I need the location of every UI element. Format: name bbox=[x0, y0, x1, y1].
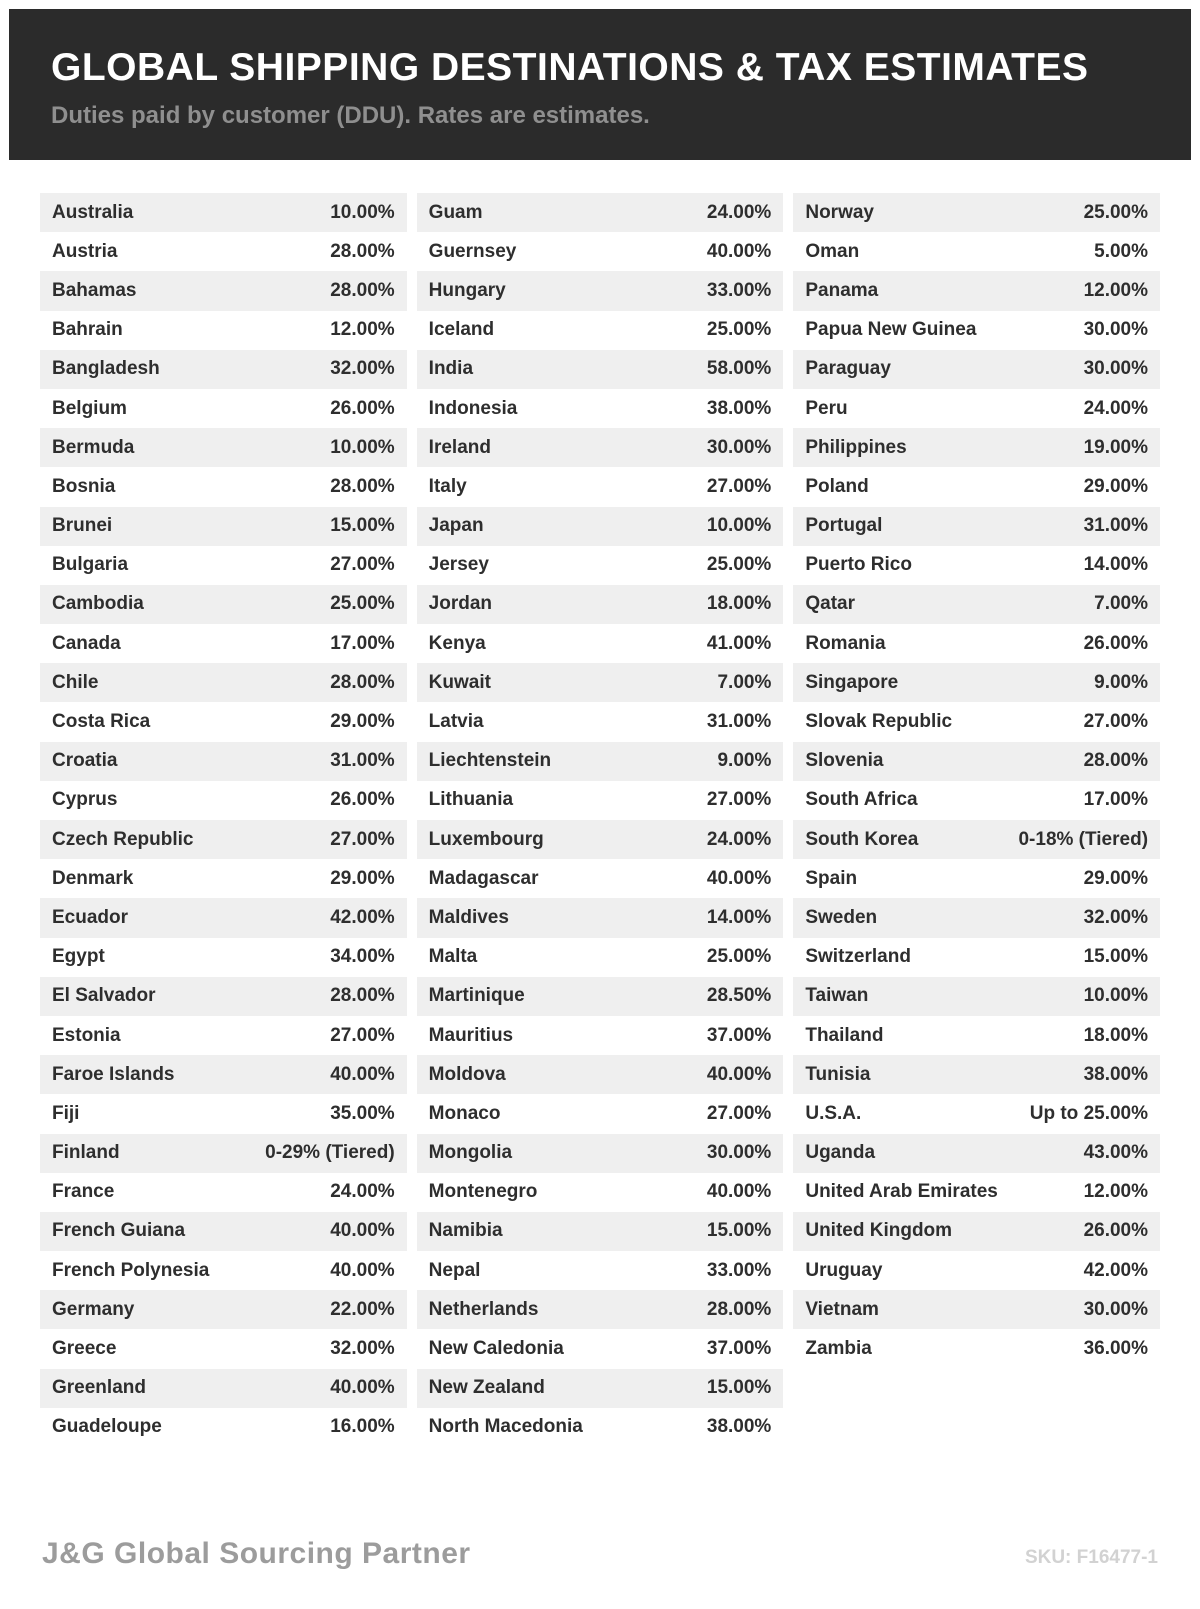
table-row bbox=[417, 1016, 784, 1055]
country-name: French Guiana bbox=[52, 1220, 186, 1242]
tax-rate: 10.00% bbox=[706, 515, 772, 537]
country-name: Namibia bbox=[428, 1220, 503, 1242]
country-name: Egypt bbox=[52, 946, 105, 968]
table-row bbox=[793, 193, 1160, 232]
tax-rate: 36.00% bbox=[1083, 1338, 1149, 1360]
tax-rate: 22.00% bbox=[330, 1298, 395, 1320]
country-name: Madagascar bbox=[428, 867, 539, 889]
country-name: Slovenia bbox=[805, 750, 884, 772]
table-row bbox=[40, 350, 407, 389]
country-name: Kenya bbox=[428, 632, 486, 654]
country-name: Guernsey bbox=[428, 240, 517, 262]
table-row bbox=[417, 271, 784, 310]
table-row bbox=[40, 311, 407, 350]
tax-rate: 10.00% bbox=[330, 436, 395, 458]
tax-rate: 31.00% bbox=[330, 750, 395, 772]
tax-rate: 38.00% bbox=[706, 1416, 772, 1438]
table-row bbox=[40, 702, 407, 741]
country-name: Kuwait bbox=[428, 671, 491, 693]
tax-rate: 33.00% bbox=[706, 1259, 772, 1281]
country-name: Iceland bbox=[428, 319, 495, 341]
country-name: Ecuador bbox=[52, 906, 129, 928]
table-row bbox=[793, 585, 1160, 624]
tax-rate: 7.00% bbox=[717, 671, 772, 693]
tax-rate: 29.00% bbox=[330, 711, 395, 733]
tax-rate: 26.00% bbox=[1083, 632, 1149, 654]
table-row bbox=[417, 350, 784, 389]
table-row bbox=[793, 232, 1160, 271]
country-name: Portugal bbox=[805, 515, 883, 537]
country-name: Estonia bbox=[52, 1024, 121, 1046]
tax-rate: 35.00% bbox=[330, 1102, 395, 1124]
sku-label: SKU: F16477-1 bbox=[1024, 1547, 1158, 1568]
tax-rate: 9.00% bbox=[1094, 671, 1149, 693]
tax-rate: 15.00% bbox=[330, 515, 395, 537]
table-row bbox=[40, 232, 407, 271]
table-row bbox=[793, 1329, 1160, 1368]
table-row bbox=[793, 898, 1160, 937]
tax-rate: 27.00% bbox=[330, 554, 395, 576]
table-row bbox=[40, 1290, 407, 1329]
table-row bbox=[793, 938, 1160, 977]
tax-rate: 27.00% bbox=[330, 1024, 395, 1046]
tax-rate: 33.00% bbox=[706, 279, 772, 301]
tax-rate: 29.00% bbox=[1083, 475, 1149, 497]
table-row bbox=[40, 1055, 407, 1094]
tax-rate: 18.00% bbox=[706, 593, 772, 615]
tax-rate: 27.00% bbox=[1083, 711, 1149, 733]
country-name: Mongolia bbox=[428, 1142, 513, 1164]
table-row bbox=[40, 977, 407, 1016]
tax-rate: 7.00% bbox=[1094, 593, 1149, 615]
tax-rate: 38.00% bbox=[706, 397, 772, 419]
country-name: El Salvador bbox=[52, 985, 156, 1007]
country-name: Cambodia bbox=[52, 593, 144, 615]
country-name: Norway bbox=[805, 201, 874, 223]
tax-rate: 12.00% bbox=[1083, 279, 1149, 301]
country-name: Sweden bbox=[805, 906, 878, 928]
tax-rate: 0-29% (Tiered) bbox=[265, 1142, 395, 1164]
brand-text: J&G Global Sourcing Partner bbox=[42, 1537, 471, 1570]
country-name: Netherlands bbox=[428, 1298, 539, 1320]
tax-rate: 28.00% bbox=[330, 279, 395, 301]
country-name: Monaco bbox=[428, 1102, 501, 1124]
tax-rate: 14.00% bbox=[1083, 554, 1149, 576]
table-row bbox=[40, 859, 407, 898]
country-name: Peru bbox=[805, 397, 848, 419]
rates-table bbox=[0, 193, 1200, 1447]
tax-rate: 15.00% bbox=[706, 1377, 772, 1399]
table-row bbox=[40, 1212, 407, 1251]
table-row bbox=[793, 507, 1160, 546]
country-name: Belgium bbox=[52, 397, 127, 419]
country-name: South Africa bbox=[805, 789, 918, 811]
tax-rate: 37.00% bbox=[706, 1338, 772, 1360]
table-row bbox=[417, 663, 784, 702]
tax-rate: 12.00% bbox=[330, 319, 395, 341]
tax-rate: 40.00% bbox=[706, 1181, 772, 1203]
table-row bbox=[40, 1094, 407, 1133]
country-name: Germany bbox=[52, 1298, 135, 1320]
tax-rate: 15.00% bbox=[1083, 946, 1149, 968]
country-name: Jersey bbox=[428, 554, 489, 576]
table-row bbox=[793, 467, 1160, 506]
table-row bbox=[417, 1369, 784, 1408]
table-row bbox=[40, 271, 407, 310]
tax-rate: 16.00% bbox=[330, 1416, 395, 1438]
tax-rate: 29.00% bbox=[1083, 867, 1149, 889]
tax-rate: 43.00% bbox=[1083, 1142, 1149, 1164]
tax-rate: 28.00% bbox=[330, 475, 395, 497]
country-name: Vietnam bbox=[805, 1298, 879, 1320]
country-name: Switzerland bbox=[805, 946, 911, 968]
tax-rate: 28.00% bbox=[706, 1298, 772, 1320]
header bbox=[9, 9, 1191, 160]
country-name: Tunisia bbox=[805, 1063, 871, 1085]
country-name: South Korea bbox=[805, 828, 919, 850]
table-row bbox=[793, 781, 1160, 820]
country-name: U.S.A. bbox=[805, 1102, 862, 1124]
country-name: Denmark bbox=[52, 867, 134, 889]
table-row bbox=[417, 467, 784, 506]
country-name: Paraguay bbox=[805, 358, 891, 380]
table-row bbox=[417, 624, 784, 663]
country-name: Lithuania bbox=[428, 789, 514, 811]
table-row bbox=[40, 1251, 407, 1290]
tax-rate: 14.00% bbox=[706, 906, 772, 928]
table-row bbox=[417, 1212, 784, 1251]
table-row bbox=[40, 507, 407, 546]
tax-rate: 30.00% bbox=[1083, 319, 1149, 341]
rates-column-3 bbox=[793, 193, 1160, 1447]
country-name: Panama bbox=[805, 279, 879, 301]
tax-rate: 24.00% bbox=[706, 828, 772, 850]
country-name: Bosnia bbox=[52, 475, 116, 497]
tax-rate: 12.00% bbox=[1083, 1181, 1149, 1203]
table-row bbox=[417, 781, 784, 820]
tax-rate: 24.00% bbox=[1083, 397, 1149, 419]
country-name: North Macedonia bbox=[428, 1416, 583, 1438]
tax-rate: 29.00% bbox=[330, 867, 395, 889]
tax-rate: 25.00% bbox=[330, 593, 395, 615]
tax-rate: 38.00% bbox=[1083, 1063, 1149, 1085]
table-row bbox=[40, 193, 407, 232]
country-name: Luxembourg bbox=[428, 828, 544, 850]
tax-rate: 30.00% bbox=[1083, 358, 1149, 380]
tax-rate: 9.00% bbox=[717, 750, 772, 772]
country-name: Latvia bbox=[428, 711, 484, 733]
country-name: Canada bbox=[52, 632, 121, 654]
tax-rate: 25.00% bbox=[706, 946, 772, 968]
table-row bbox=[417, 1173, 784, 1212]
tax-rate: 27.00% bbox=[706, 1102, 772, 1124]
country-name: New Zealand bbox=[428, 1377, 545, 1399]
table-row bbox=[793, 742, 1160, 781]
tax-rate: 37.00% bbox=[706, 1024, 772, 1046]
tax-rate: 31.00% bbox=[706, 711, 772, 733]
table-row bbox=[793, 271, 1160, 310]
table-row bbox=[40, 1329, 407, 1368]
country-name: Hungary bbox=[428, 279, 506, 301]
country-name: Martinique bbox=[428, 985, 525, 1007]
country-name: Slovak Republic bbox=[805, 711, 953, 733]
table-row bbox=[417, 546, 784, 585]
country-name: Austria bbox=[52, 240, 118, 262]
country-name: Jordan bbox=[428, 593, 493, 615]
country-name: Guam bbox=[428, 201, 483, 223]
country-name: France bbox=[52, 1181, 115, 1203]
country-name: Oman bbox=[805, 240, 860, 262]
table-row bbox=[417, 1290, 784, 1329]
table-row bbox=[417, 389, 784, 428]
table-row bbox=[417, 585, 784, 624]
tax-rate: 40.00% bbox=[706, 867, 772, 889]
tax-rate: 5.00% bbox=[1094, 240, 1149, 262]
country-name: French Polynesia bbox=[52, 1259, 210, 1281]
table-row bbox=[40, 389, 407, 428]
tax-rate: 27.00% bbox=[330, 828, 395, 850]
tax-rate: 28.50% bbox=[706, 985, 772, 1007]
tax-rate: 40.00% bbox=[330, 1377, 395, 1399]
table-row bbox=[793, 624, 1160, 663]
table-row bbox=[40, 781, 407, 820]
tax-rate: 40.00% bbox=[706, 240, 772, 262]
country-name: Philippines bbox=[805, 436, 907, 458]
tax-rate: 25.00% bbox=[1083, 201, 1149, 223]
table-row bbox=[793, 389, 1160, 428]
footer bbox=[0, 1537, 1200, 1609]
tax-rate: 19.00% bbox=[1083, 436, 1149, 458]
table-row bbox=[417, 742, 784, 781]
country-name: Ireland bbox=[428, 436, 491, 458]
tax-rate: 42.00% bbox=[330, 906, 395, 928]
country-name: Mauritius bbox=[428, 1024, 514, 1046]
country-name: Indonesia bbox=[428, 397, 518, 419]
table-row bbox=[793, 428, 1160, 467]
table-row bbox=[793, 1251, 1160, 1290]
country-name: United Kingdom bbox=[805, 1220, 953, 1242]
table-row bbox=[40, 820, 407, 859]
page bbox=[0, 9, 1200, 1570]
tax-rate: 28.00% bbox=[1083, 750, 1149, 772]
table-row bbox=[417, 507, 784, 546]
tax-rate: 26.00% bbox=[330, 397, 395, 419]
table-row bbox=[417, 232, 784, 271]
country-name: Cyprus bbox=[52, 789, 118, 811]
tax-rate: 27.00% bbox=[706, 789, 772, 811]
table-row bbox=[417, 1408, 784, 1447]
country-name: Czech Republic bbox=[52, 828, 194, 850]
table-row bbox=[793, 1094, 1160, 1133]
table-row bbox=[793, 311, 1160, 350]
table-row bbox=[417, 428, 784, 467]
table-row bbox=[793, 1290, 1160, 1329]
table-row bbox=[40, 1173, 407, 1212]
table-row bbox=[417, 1094, 784, 1133]
page-title: GLOBAL SHIPPING DESTINATIONS & TAX ESTIMATES bbox=[51, 46, 1089, 89]
country-name: Montenegro bbox=[428, 1181, 538, 1203]
table-row bbox=[793, 702, 1160, 741]
table-row bbox=[793, 546, 1160, 585]
tax-rate: 10.00% bbox=[1083, 985, 1149, 1007]
table-row bbox=[40, 742, 407, 781]
country-name: Poland bbox=[805, 475, 869, 497]
tax-rate: 17.00% bbox=[330, 632, 395, 654]
table-row bbox=[417, 702, 784, 741]
table-row bbox=[417, 1251, 784, 1290]
tax-rate: 25.00% bbox=[706, 319, 772, 341]
country-name: Finland bbox=[52, 1142, 120, 1164]
tax-rate: 34.00% bbox=[330, 946, 395, 968]
table-row bbox=[40, 467, 407, 506]
country-name: Papua New Guinea bbox=[805, 319, 977, 341]
tax-rate: 28.00% bbox=[330, 240, 395, 262]
table-row bbox=[417, 311, 784, 350]
country-name: Italy bbox=[428, 475, 467, 497]
table-row bbox=[793, 1055, 1160, 1094]
country-name: Japan bbox=[428, 515, 484, 537]
table-row bbox=[40, 663, 407, 702]
table-row bbox=[417, 898, 784, 937]
table-row bbox=[40, 1408, 407, 1447]
table-row bbox=[417, 193, 784, 232]
rates-column-1 bbox=[40, 193, 407, 1447]
rates-column-2 bbox=[417, 193, 784, 1447]
tax-rate: 26.00% bbox=[330, 789, 395, 811]
table-row bbox=[793, 859, 1160, 898]
table-row bbox=[40, 1134, 407, 1173]
country-name: Bangladesh bbox=[52, 358, 160, 380]
country-name: Nepal bbox=[428, 1259, 481, 1281]
table-row bbox=[40, 546, 407, 585]
table-row bbox=[40, 1016, 407, 1055]
country-name: Liechtenstein bbox=[428, 750, 552, 772]
tax-rate: Up to 25.00% bbox=[1029, 1102, 1149, 1124]
tax-rate: 30.00% bbox=[706, 436, 772, 458]
table-row bbox=[40, 1369, 407, 1408]
country-name: Brunei bbox=[52, 515, 113, 537]
tax-rate: 41.00% bbox=[706, 632, 772, 654]
country-name: Maldives bbox=[428, 906, 509, 928]
tax-rate: 32.00% bbox=[330, 1338, 395, 1360]
country-name: Qatar bbox=[805, 593, 855, 615]
tax-rate: 24.00% bbox=[330, 1181, 395, 1203]
table-row bbox=[417, 820, 784, 859]
tax-rate: 32.00% bbox=[1083, 906, 1149, 928]
tax-rate: 42.00% bbox=[1083, 1259, 1149, 1281]
country-name: Puerto Rico bbox=[805, 554, 912, 576]
table-row bbox=[40, 585, 407, 624]
tax-rate: 0-18% (Tiered) bbox=[1018, 828, 1149, 850]
tax-rate: 31.00% bbox=[1083, 515, 1149, 537]
tax-rate: 18.00% bbox=[1083, 1024, 1149, 1046]
country-name: Greece bbox=[52, 1338, 117, 1360]
country-name: Zambia bbox=[805, 1338, 872, 1360]
country-name: Uruguay bbox=[805, 1259, 883, 1281]
table-row bbox=[793, 1212, 1160, 1251]
country-name: Fiji bbox=[52, 1102, 80, 1124]
country-name: Singapore bbox=[805, 671, 899, 693]
tax-rate: 32.00% bbox=[330, 358, 395, 380]
table-row bbox=[40, 938, 407, 977]
tax-rate: 27.00% bbox=[706, 475, 772, 497]
country-name: Malta bbox=[428, 946, 478, 968]
tax-rate: 28.00% bbox=[330, 985, 395, 1007]
country-name: Bahamas bbox=[52, 279, 137, 301]
country-name: Chile bbox=[52, 671, 99, 693]
table-row bbox=[417, 938, 784, 977]
table-row bbox=[40, 624, 407, 663]
tax-rate: 30.00% bbox=[706, 1142, 772, 1164]
tax-rate: 30.00% bbox=[1083, 1298, 1149, 1320]
country-name: India bbox=[428, 358, 474, 380]
table-row bbox=[793, 1173, 1160, 1212]
table-row bbox=[793, 663, 1160, 702]
tax-rate: 25.00% bbox=[706, 554, 772, 576]
table-row bbox=[417, 859, 784, 898]
table-row bbox=[417, 1329, 784, 1368]
country-name: Bahrain bbox=[52, 319, 123, 341]
country-name: Greenland bbox=[52, 1377, 146, 1399]
country-name: Moldova bbox=[428, 1063, 506, 1085]
table-row bbox=[793, 1016, 1160, 1055]
table-row bbox=[793, 820, 1160, 859]
country-name: Taiwan bbox=[805, 985, 869, 1007]
table-row bbox=[417, 1134, 784, 1173]
tax-rate: 10.00% bbox=[330, 201, 395, 223]
country-name: Romania bbox=[805, 632, 886, 654]
tax-rate: 40.00% bbox=[330, 1259, 395, 1281]
tax-rate: 40.00% bbox=[330, 1220, 395, 1242]
tax-rate: 17.00% bbox=[1083, 789, 1149, 811]
country-name: Uganda bbox=[805, 1142, 876, 1164]
country-name: Bulgaria bbox=[52, 554, 129, 576]
country-name: Croatia bbox=[52, 750, 118, 772]
tax-rate: 58.00% bbox=[706, 358, 772, 380]
table-row bbox=[417, 1055, 784, 1094]
country-name: Guadeloupe bbox=[52, 1416, 162, 1438]
tax-rate: 40.00% bbox=[330, 1063, 395, 1085]
tax-rate: 40.00% bbox=[706, 1063, 772, 1085]
table-row bbox=[417, 977, 784, 1016]
table-row bbox=[40, 428, 407, 467]
tax-rate: 26.00% bbox=[1083, 1220, 1149, 1242]
table-row bbox=[793, 1134, 1160, 1173]
country-name: New Caledonia bbox=[428, 1338, 564, 1360]
country-name: Spain bbox=[805, 867, 858, 889]
tax-rate: 24.00% bbox=[706, 201, 772, 223]
country-name: United Arab Emirates bbox=[805, 1181, 998, 1203]
tax-rate: 28.00% bbox=[330, 671, 395, 693]
tax-rate: 15.00% bbox=[706, 1220, 772, 1242]
country-name: Bermuda bbox=[52, 436, 135, 458]
table-row bbox=[793, 350, 1160, 389]
country-name: Costa Rica bbox=[52, 711, 151, 733]
country-name: Australia bbox=[52, 201, 134, 223]
country-name: Faroe Islands bbox=[52, 1063, 175, 1085]
page-subtitle: Duties paid by customer (DDU). Rates are estimates. bbox=[51, 102, 650, 129]
table-row bbox=[40, 898, 407, 937]
country-name: Thailand bbox=[805, 1024, 884, 1046]
table-row bbox=[793, 977, 1160, 1016]
